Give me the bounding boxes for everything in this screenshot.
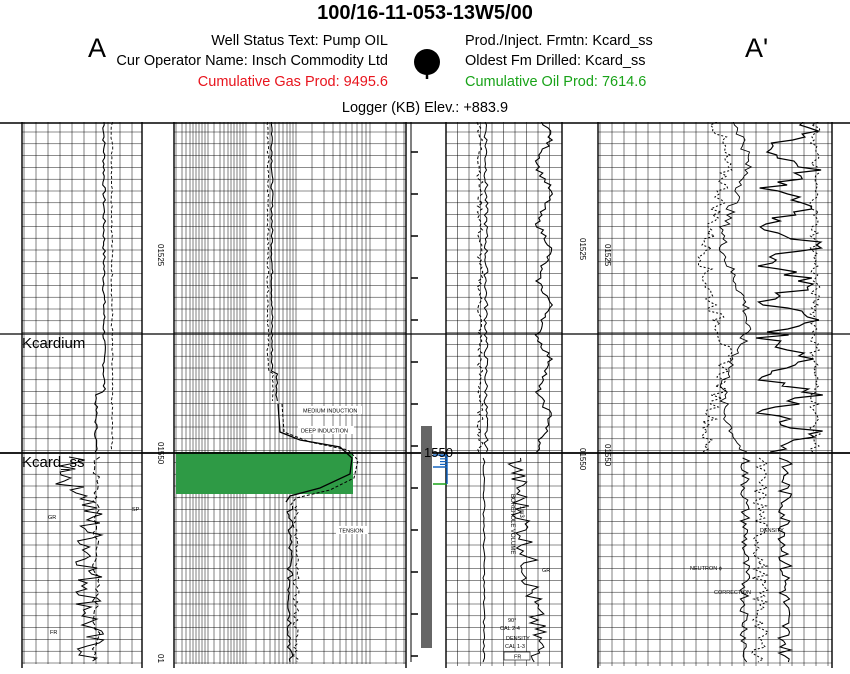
production-formation-text: Prod./Inject. Frmtn: Kcard_ss <box>465 33 653 49</box>
depth-label-1550-right: 01550 <box>578 448 587 471</box>
neutron-curve <box>719 122 751 452</box>
gr-curve-right-solid <box>484 122 488 452</box>
depth-marker-label: 1550 <box>424 445 453 460</box>
curve-label-borehole-unit: 1m3 <box>518 506 524 518</box>
curve-label-tension: TENSION <box>339 528 364 535</box>
curve-label-deep-induction: DEEP INDUCTION <box>301 428 348 435</box>
curve-label-cal-1-3: CAL 1-3 <box>505 644 525 650</box>
depth-label-1525-far-right: 01525 <box>603 244 612 267</box>
well-uwi-title: 100/16-11-053-13W5/00 <box>317 2 533 24</box>
oldest-formation-text: Oldest Fm Drilled: Kcard_ss <box>465 53 646 69</box>
formation-label-kcard-ss: Kcard_ss <box>22 454 85 471</box>
curve-label-density: DENSITY <box>760 528 784 534</box>
well-header <box>0 0 850 122</box>
depth-label-1525-left: 01525 <box>156 244 165 267</box>
depth-label-1525-right: 01525 <box>578 238 587 261</box>
formation-label-kcardium: Kcardium <box>22 335 86 352</box>
cumulative-oil-text: Cumulative Oil Prod: 7614.6 <box>465 74 647 90</box>
well-log-raster <box>0 122 850 674</box>
section-end-label: A' <box>745 33 769 63</box>
cumulative-gas-text: Cumulative Gas Prod: 9495.6 <box>197 74 388 90</box>
deep-induction-curve <box>267 122 274 401</box>
medium-induction-curve <box>271 122 278 401</box>
density-curve-lower <box>752 458 768 662</box>
neutron-curve-lower <box>740 458 750 662</box>
curve-label-borehole-volume: BOREHOLE VOLUME <box>509 494 515 555</box>
correction-curve <box>756 122 823 452</box>
depth-label-1550-left: 01550 <box>156 442 165 465</box>
operator-name-text: Cur Operator Name: Insch Commodity Ltd <box>116 53 388 69</box>
logger-elevation-text: Logger (KB) Elev.: +883.9 <box>341 100 509 116</box>
curve-label-cal-90: 90° <box>508 618 517 624</box>
curve-label-sp: SP <box>132 507 140 513</box>
curve-label-medium-induction: MEDIUM INDUCTION <box>303 408 358 415</box>
density-curve <box>698 122 731 452</box>
curve-label-fr-left: FR <box>50 630 58 636</box>
correction-curve-lower <box>778 458 792 662</box>
curve-label-neutron: NEUTRON ϕ <box>690 566 722 572</box>
depth-label-bottom-left: 01 <box>156 654 165 663</box>
pumping-oil-well-icon <box>410 46 444 80</box>
curve-label-gr-right: GR <box>542 568 551 574</box>
sp-curve-left <box>111 122 113 450</box>
curve-label-fr-right: FR <box>514 654 522 661</box>
curve-label-gr-left: GR <box>48 515 57 521</box>
curve-label-cal-2-4: CAL 2-4 <box>500 626 520 632</box>
pay-zone-fill <box>176 452 353 494</box>
section-start-label: A <box>88 33 107 63</box>
curve-label-density-cal: DENSITY <box>506 636 530 642</box>
caliper-curve-right-lower <box>483 458 485 662</box>
curve-label-correction: CORRECTION <box>714 590 751 596</box>
well-status-text: Well Status Text: Pump OIL <box>211 33 388 49</box>
gr-curve-right <box>477 122 483 452</box>
depth-label-1550-far-right: 01550 <box>603 444 612 467</box>
